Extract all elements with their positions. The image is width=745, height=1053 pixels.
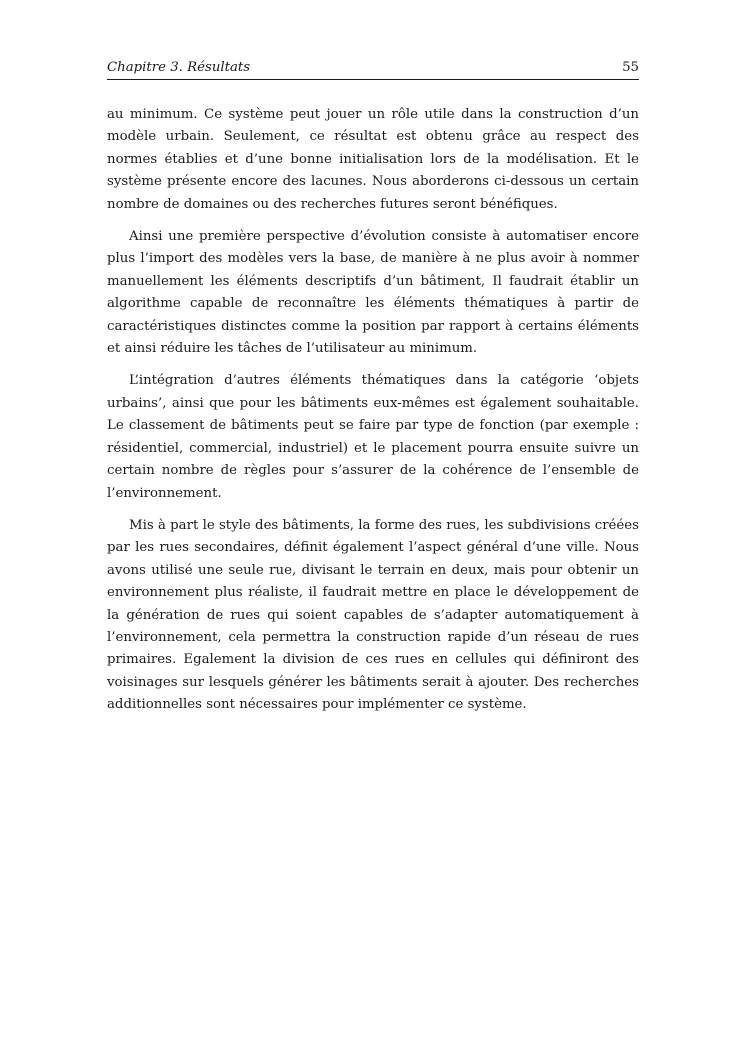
document-page	[107, 58, 639, 717]
paragraph-1: au minimum. Ce système peut jouer un rôle utile dans la construction d’un modèle urbain. Seulement, ce résultat est obtenu grâce au respect des normes établies et d’une bonne initialisation lors de la modélisation. Et le système présente encore des lacunes. Nous aborderons ci-dessous un certain nombre de domaines ou des recherches futures seront bénéfiques.	[107, 107, 639, 212]
body-text	[107, 104, 639, 717]
paragraph-2: Ainsi une première perspective d’évolution consiste à automatiser encore plus l’import des modèles vers la base, de manière à ne plus avoir à nommer manuellement les éléments descriptifs d’un bâtiment, Il faudrait établir un algorithme capable de reconnaître les éléments thématiques à partir de caractéristiques distinctes comme la position par rapport à certains éléments et ainsi réduire les tâches de l’utilisateur au minimum.	[107, 229, 639, 357]
running-header	[107, 58, 639, 80]
page-number: 55	[622, 60, 639, 75]
paragraph-3: L’intégration d’autres éléments thématiques dans la catégorie ‘objets urbains’, ainsi que pour les bâtiments eux-mêmes est également souhaitable. Le classement de bâtiments peut se faire par type de fonction (par exemple : résidentiel, commercial, industriel) et le placement pourra ensuite suivre un certain nombre de règles pour s’assurer de la cohérence de l’ensemble de l’environnement.	[107, 373, 639, 501]
paragraph-4: Mis à part le style des bâtiments, la forme des rues, les subdivisions créées par les rues secondaires, définit également l’aspect général d’une ville. Nous avons utilisé une seule rue, divisant le terrain en deux, mais pour obtenir un environnement plus réaliste, il faudrait mettre en place le développement de la génération de rues qui soient capables de s’adapter automatiquement à l’environnement, cela permettra la construction rapide d’un réseau de rues primaires. Egalement la division de ces rues en cellules qui définiront des voisinages sur lesquels générer les bâtiments serait à ajouter. Des recherches additionnelles sont nécessaires pour implémenter ce système.	[107, 517, 639, 713]
chapter-title: Chapitre 3. Résultats	[107, 60, 251, 75]
